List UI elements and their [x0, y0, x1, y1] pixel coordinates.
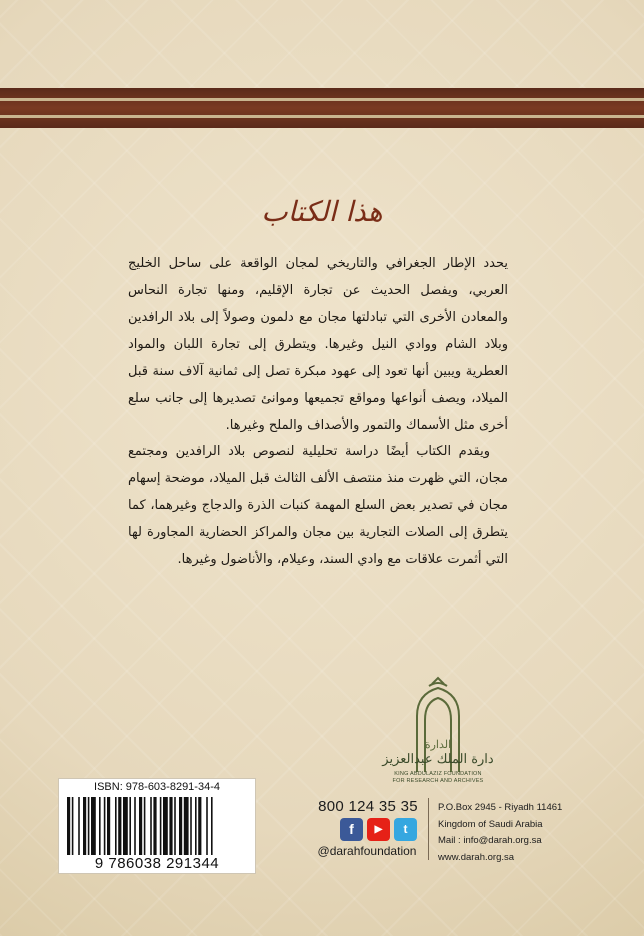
barcode-bar — [163, 797, 168, 855]
org-name-arabic: دارة الملك عبدالعزيز — [382, 752, 494, 767]
youtube-icon[interactable]: ▶ — [367, 818, 390, 841]
barcode — [67, 797, 249, 855]
facebook-icon[interactable]: f — [340, 818, 363, 841]
barcode-bar — [184, 797, 189, 855]
contact-divider — [428, 798, 429, 860]
barcode-bar — [104, 797, 106, 855]
barcode-bar — [129, 797, 131, 855]
country: Kingdom of Saudi Arabia — [438, 818, 543, 830]
barcode-bar — [179, 797, 182, 855]
barcode-bar — [83, 797, 86, 855]
barcode-panel — [58, 778, 256, 874]
barcode-bar — [91, 797, 96, 855]
social-icons — [340, 818, 420, 842]
barcode-bar — [139, 797, 142, 855]
barcode-bar — [123, 797, 128, 855]
org-name-english-line-2: FOR RESEARCH AND ARCHIVES — [392, 778, 484, 784]
barcode-bar — [115, 797, 117, 855]
description-paragraph-2: ويقدم الكتاب أيضًا دراسة تحليلية لنصوص بلاد الرافدين ومجتمع مجان، التي ظهرت منذ منتصف الألف الثالث قبل الميلاد، موضحة إسهام مجان في تصدير بعض السلع المهمة كنبات الذرة والدجاج وغيرهما، كما يتطرق إلى الصلات التجارية بين مجان والمراكز الحضارية المجاورة لها التي أثمرت علاقات مع وادي السند، وعيلام، والأناضول وغيرها. — [128, 444, 508, 567]
org-name-english-line-1: KING ABDULAZIZ FOUNDATION — [394, 771, 482, 777]
barcode-bar — [211, 797, 213, 855]
barcode-bar — [134, 797, 136, 855]
contact-info — [438, 800, 588, 866]
barcode-bar — [198, 797, 201, 855]
barcode-bar — [190, 797, 192, 855]
phone-number[interactable]: 800 124 35 35 — [318, 798, 418, 815]
isbn-label: ISBN: 978-603-8291-34-4 — [94, 781, 220, 793]
social-handle[interactable]: @darahfoundation — [317, 844, 417, 858]
org-name-english — [372, 771, 504, 785]
barcode-bar — [88, 797, 90, 855]
barcode-bar — [153, 797, 156, 855]
barcode-bar — [206, 797, 208, 855]
barcode-bar — [174, 797, 176, 855]
barcode-bar — [150, 797, 152, 855]
book-section-title: هذا الكتاب — [261, 195, 383, 228]
barcode-bar — [195, 797, 197, 855]
twitter-icon[interactable]: t — [394, 818, 417, 841]
emblem-text: الدارة — [424, 738, 452, 751]
barcode-bar — [78, 797, 80, 855]
barcode-bar — [144, 797, 146, 855]
barcode-bar — [72, 797, 74, 855]
po-box: P.O.Box 2945 - Riyadh 11461 — [438, 802, 563, 813]
description-paragraph-1: يحدد الإطار الجغرافي والتاريخي لمجان الواقعة على ساحل الخليج العربي، ويفصل الحديث عن تجارة الإقليم، ومنها تجارة النحاس والمعادن الأخرى التي تبادلتها مجان مع دلمون وصولاً إلى بلاد الرافدين وبلاد الشام ووادي النيل وغيرها. ويتطرق إلى تجارة اللبان والمواد العطرية ويبين أنها تعود إلى عهود مبكرة تصل إلى ثمانية آلاف سنة قبل الميلاد، ويصف أنواعها ومواقع تجميعها وموانئ تصديرها إلى جانب سلع أخرى مثل الأسماك والتمور والأصداف والملح وغيرها. — [128, 256, 508, 433]
website[interactable]: www.darah.org.sa — [438, 851, 515, 863]
barcode-bar — [169, 797, 172, 855]
barcode-bar — [160, 797, 162, 855]
barcode-bar — [67, 797, 70, 855]
barcode-number: 9 786038 291344 — [94, 855, 220, 872]
barcode-bar — [99, 797, 101, 855]
decorative-band — [0, 88, 644, 128]
email[interactable]: Mail : info@darah.org.sa — [438, 835, 542, 846]
barcode-bar — [118, 797, 121, 855]
barcode-bar — [107, 797, 110, 855]
